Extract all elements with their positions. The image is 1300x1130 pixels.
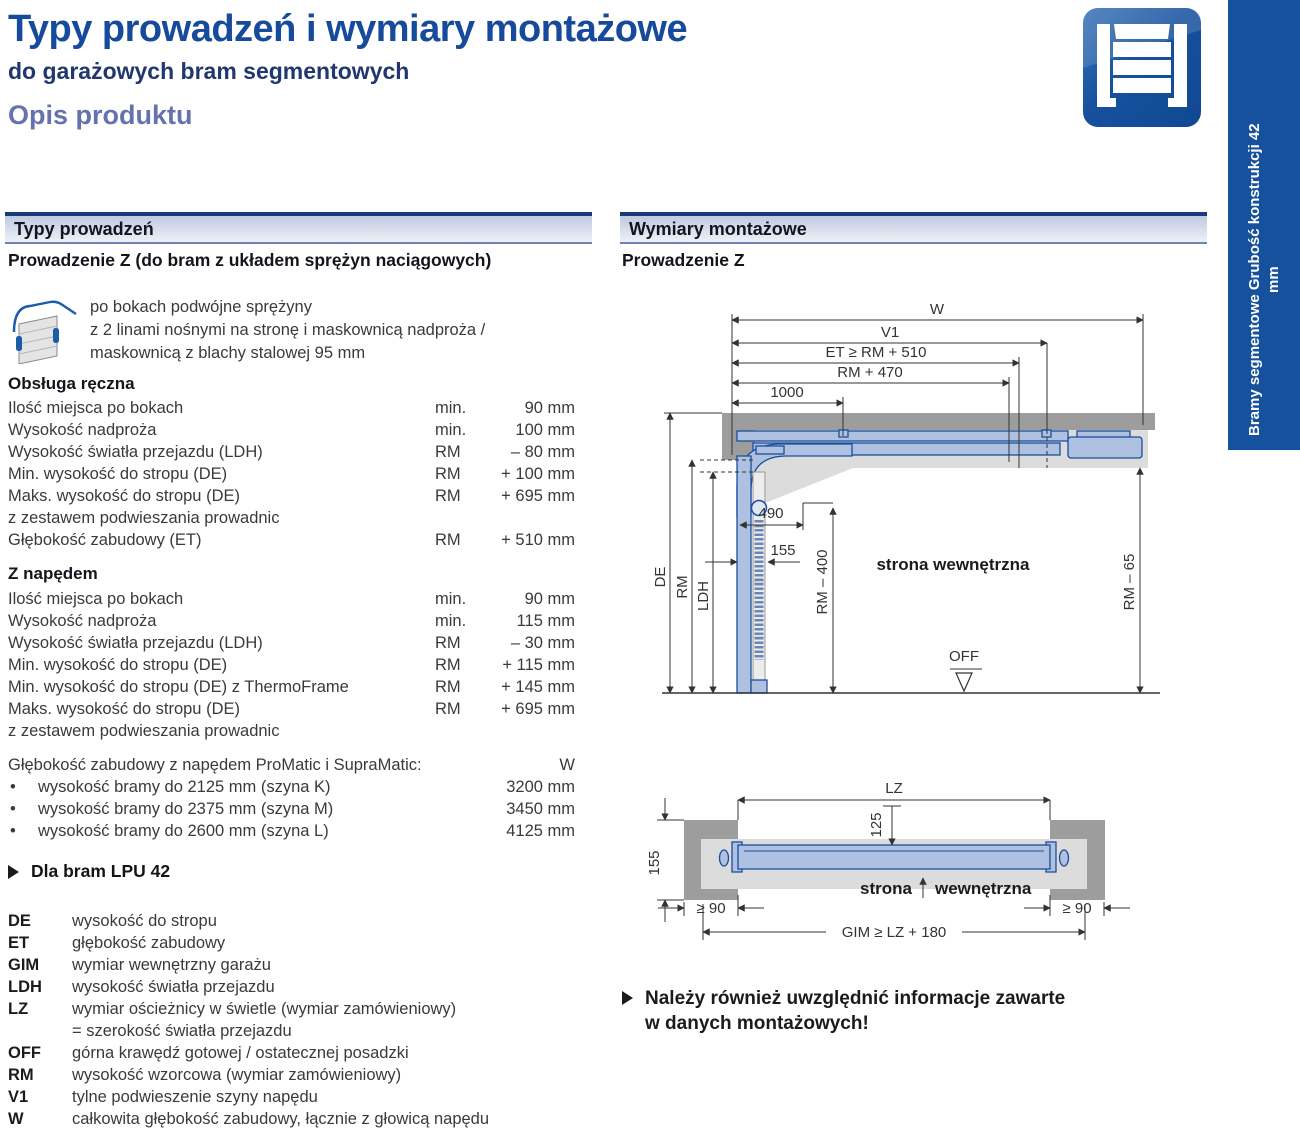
- legend-row: W całkowita głębokość zabudowy, łącznie z głowicą napędu: [8, 1110, 490, 1128]
- list-item: • wysokość bramy do 2125 mm (szyna K) 3200 mm: [10, 778, 575, 796]
- left-section-header: Typy prowadzeń: [5, 212, 592, 244]
- level-symbol: [956, 673, 972, 691]
- table-row: Maks. wysokość do stropu (DE) RM + 695 mm: [8, 487, 575, 505]
- operator-head: [1068, 437, 1142, 458]
- legend-row: DE wysokość do stropu: [8, 912, 217, 930]
- dim-label-155-plan: 155: [646, 850, 663, 876]
- bottom-bracket: [751, 680, 767, 693]
- list-item: • wysokość bramy do 2375 mm (szyna M) 3450 mm: [10, 800, 575, 818]
- dim-label-gim: GIM ≥ LZ + 180: [841, 924, 947, 941]
- dim-label-ge90-right: ≥ 90: [1062, 900, 1092, 917]
- dim-label-ge90-left: ≥ 90: [696, 900, 726, 917]
- table-row: Min. wysokość do stropu (DE) z ThermoFrame RM + 145 mm: [8, 678, 575, 696]
- powered-table: [8, 588, 575, 742]
- door-panel-plan: [738, 845, 1050, 869]
- side-tab-line1: Bramy segmentowe: [1246, 294, 1263, 437]
- legend-row: RM wysokość wzorcowa (wymiar zamówieniowy): [8, 1066, 402, 1084]
- page-title: Typy prowadzeń i wymiary montażowe: [8, 8, 688, 50]
- intro-line: maskownicą z blachy stalowej 95 mm: [90, 344, 366, 362]
- legend-row: ET głębokość zabudowy: [8, 934, 226, 952]
- table-row: Wysokość nadproża min. 100 mm: [8, 421, 575, 439]
- right-subheader: Prowadzenie Z: [622, 250, 745, 270]
- side-tab: [1228, 0, 1300, 450]
- installation-diagram-side-view: [620, 292, 1210, 712]
- drive-depth-title-row: Głębokość zabudowy z napędem ProMatic i SupraMatic: W: [8, 756, 575, 774]
- dim-label-lz: LZ: [885, 780, 903, 797]
- arrow-right-icon: [622, 991, 633, 1005]
- table-row: Maks. wysokość do stropu (DE) RM + 695 mm: [8, 700, 575, 718]
- legend-row: LDH wysokość światła przejazdu: [8, 978, 275, 996]
- dim-label-rm65: RM – 65: [1121, 553, 1138, 611]
- dim-label-rm470: RM + 470: [837, 364, 903, 381]
- dim-label-1000: 1000: [770, 384, 804, 401]
- dim-label-rm: RM: [674, 575, 691, 599]
- manual-section-title: Obsługa ręczna: [8, 374, 135, 393]
- legend-row: GIM wymiar wewnętrzny garażu: [8, 956, 271, 974]
- table-row: z zestawem podwieszania prowadnic: [8, 722, 280, 740]
- dim-label-de: DE: [652, 566, 669, 588]
- note-line: Należy również uwzględnić informacje zawarte: [645, 988, 1066, 1009]
- roller-left: [720, 850, 729, 866]
- track-type-icon: [6, 294, 82, 364]
- page-subtitle: do garażowych bram segmentowych: [8, 58, 410, 84]
- dim-label-off: OFF: [949, 648, 979, 665]
- depth-column-header: W: [559, 756, 575, 774]
- dim-label-w: W: [929, 301, 945, 318]
- dim-label-rm400: RM – 400: [814, 549, 831, 615]
- table-row: Wysokość światła przejazdu (LDH) RM – 80 mm: [8, 443, 575, 461]
- inner-side-label-1: strona: [860, 879, 912, 898]
- table-row: Ilość miejsca po bokach min. 90 mm: [8, 590, 575, 608]
- inner-side-label: strona wewnętrzna: [876, 555, 1030, 574]
- dim-label-et: ET ≥ RM + 510: [825, 344, 927, 361]
- legend-row: V1 tylne podwieszenie szyny napędu: [8, 1088, 318, 1106]
- legend: [8, 910, 583, 1130]
- legend-row: LZ wymiar ościeżnicy w świetle (wymiar zamówieniowy) = szerokość światła przejazdu: [8, 1000, 457, 1040]
- garage-door-icon: [1083, 8, 1201, 127]
- dim-label-155: 155: [770, 542, 796, 559]
- manual-table: [8, 397, 575, 551]
- horizontal-track: [737, 431, 1068, 441]
- roller-right: [1060, 850, 1069, 866]
- inner-side-label-2: wewnętrzna: [935, 879, 1032, 898]
- table-row: Głębokość zabudowy (ET) RM + 510 mm: [8, 531, 575, 549]
- dim-label-v1: V1: [880, 324, 900, 341]
- table-row: Min. wysokość do stropu (DE) RM + 100 mm: [8, 465, 575, 483]
- lpu-heading: Dla bram LPU 42: [8, 861, 170, 882]
- list-item: • wysokość bramy do 2600 mm (szyna L) 4125 mm: [10, 822, 575, 840]
- table-row: Wysokość światła przejazdu (LDH) RM – 30 mm: [8, 634, 575, 652]
- right-section-header: Wymiary montażowe: [620, 212, 1207, 244]
- note-line: w danych montażowych!: [645, 1013, 869, 1034]
- table-row: Wysokość nadproża min. 115 mm: [8, 612, 575, 630]
- installation-diagram-plan-view: [620, 770, 1210, 970]
- section-title: Opis produktu: [8, 100, 193, 130]
- note: [622, 986, 1065, 1036]
- intro-paragraph: [90, 296, 485, 365]
- dim-label-125: 125: [868, 812, 885, 838]
- table-row: Ilość miejsca po bokach min. 90 mm: [8, 399, 575, 417]
- drive-depth-block: [8, 754, 575, 842]
- dim-label-ldh: LDH: [695, 580, 712, 612]
- vertical-track: [737, 456, 751, 693]
- arrow-right-icon: [8, 865, 19, 879]
- legend-row: OFF górna krawędź gotowej / ostatecznej posadzki: [8, 1044, 409, 1062]
- intro-line: z 2 linami nośnymi na stronę i maskownicą nadproża /: [90, 321, 486, 339]
- table-row: Min. wysokość do stropu (DE) RM + 115 mm: [8, 656, 575, 674]
- left-subheader: Prowadzenie Z (do bram z układem sprężyn naciągowych): [8, 250, 492, 270]
- intro-line: po bokach podwójne sprężyny: [90, 298, 312, 316]
- powered-section-title: Z napędem: [8, 564, 98, 583]
- dim-label-490: 490: [758, 505, 784, 522]
- table-row: z zestawem podwieszania prowadnic: [8, 509, 280, 527]
- side-tab-line2: Grubość konstrukcji 42 mm: [1246, 123, 1282, 294]
- ceiling: [722, 413, 1155, 430]
